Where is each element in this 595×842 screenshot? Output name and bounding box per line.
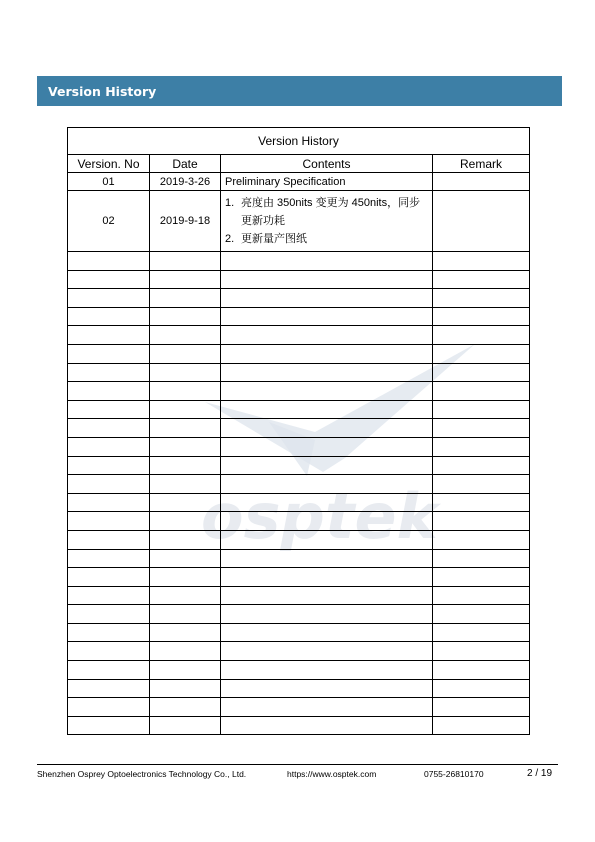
empty-cell bbox=[433, 623, 530, 642]
empty-cell bbox=[433, 493, 530, 512]
empty-cell bbox=[150, 475, 221, 494]
empty-cell bbox=[433, 419, 530, 438]
table-row bbox=[68, 549, 530, 568]
column-header-contents: Contents bbox=[221, 155, 433, 173]
empty-cell bbox=[68, 661, 150, 680]
empty-cell bbox=[433, 307, 530, 326]
watermark-text: osptek bbox=[201, 480, 438, 553]
list-item bbox=[225, 230, 430, 248]
empty-cell bbox=[221, 382, 433, 401]
table-row bbox=[68, 512, 530, 531]
empty-cell bbox=[221, 307, 433, 326]
empty-cell bbox=[150, 530, 221, 549]
empty-cell bbox=[221, 344, 433, 363]
table-row bbox=[68, 679, 530, 698]
table-row bbox=[68, 382, 530, 401]
empty-cell bbox=[433, 456, 530, 475]
table-row bbox=[68, 252, 530, 271]
empty-cell bbox=[150, 419, 221, 438]
empty-cell bbox=[150, 698, 221, 717]
empty-cell bbox=[68, 642, 150, 661]
empty-cell bbox=[433, 363, 530, 382]
empty-cell bbox=[433, 661, 530, 680]
section-header bbox=[37, 76, 562, 106]
empty-cell bbox=[150, 568, 221, 587]
empty-cell bbox=[221, 679, 433, 698]
table-row bbox=[68, 270, 530, 289]
empty-cell bbox=[433, 642, 530, 661]
empty-cell bbox=[433, 549, 530, 568]
empty-cell bbox=[433, 344, 530, 363]
empty-cell bbox=[150, 586, 221, 605]
empty-cell bbox=[150, 661, 221, 680]
empty-cell bbox=[150, 326, 221, 345]
empty-cell bbox=[68, 382, 150, 401]
table-row bbox=[68, 605, 530, 624]
empty-cell bbox=[221, 698, 433, 717]
empty-cell bbox=[150, 549, 221, 568]
empty-cell bbox=[433, 568, 530, 587]
empty-cell bbox=[221, 623, 433, 642]
empty-cell bbox=[433, 270, 530, 289]
empty-cell bbox=[150, 456, 221, 475]
empty-cell bbox=[433, 530, 530, 549]
empty-cell bbox=[221, 586, 433, 605]
empty-cell bbox=[150, 716, 221, 735]
table-row bbox=[68, 400, 530, 419]
empty-cell bbox=[221, 270, 433, 289]
date-cell: 2019-3-26 bbox=[150, 173, 221, 191]
empty-cell bbox=[433, 605, 530, 624]
empty-cell bbox=[150, 679, 221, 698]
contents-cell bbox=[221, 191, 433, 252]
empty-cell bbox=[150, 400, 221, 419]
table-row bbox=[68, 326, 530, 345]
empty-cell bbox=[433, 475, 530, 494]
empty-cell bbox=[150, 270, 221, 289]
table-row bbox=[68, 289, 530, 308]
remark-cell bbox=[433, 191, 530, 252]
empty-cell bbox=[433, 698, 530, 717]
empty-cell bbox=[221, 252, 433, 271]
table-row bbox=[68, 173, 530, 191]
empty-cell bbox=[221, 661, 433, 680]
version-cell: 01 bbox=[68, 173, 150, 191]
column-header-version: Version. No bbox=[68, 155, 150, 173]
empty-cell bbox=[150, 307, 221, 326]
table-row bbox=[68, 661, 530, 680]
empty-cell bbox=[221, 363, 433, 382]
empty-cell bbox=[150, 344, 221, 363]
empty-cell bbox=[433, 586, 530, 605]
column-header-remark: Remark bbox=[433, 155, 530, 173]
empty-cell bbox=[68, 530, 150, 549]
version-history-table bbox=[67, 127, 530, 735]
empty-cell bbox=[68, 716, 150, 735]
empty-cell bbox=[433, 512, 530, 531]
list-item bbox=[225, 194, 430, 230]
empty-cell bbox=[221, 437, 433, 456]
remark-cell bbox=[433, 173, 530, 191]
empty-cell bbox=[221, 568, 433, 587]
empty-cell bbox=[150, 512, 221, 531]
empty-cell bbox=[68, 493, 150, 512]
empty-cell bbox=[221, 549, 433, 568]
table-row bbox=[68, 419, 530, 438]
table-row bbox=[68, 344, 530, 363]
column-header-date: Date bbox=[150, 155, 221, 173]
empty-cell bbox=[68, 586, 150, 605]
section-title: Version History bbox=[48, 83, 157, 99]
empty-cell bbox=[221, 530, 433, 549]
table-row bbox=[68, 530, 530, 549]
empty-cell bbox=[221, 326, 433, 345]
empty-cell bbox=[68, 698, 150, 717]
empty-cell bbox=[221, 642, 433, 661]
empty-cell bbox=[68, 252, 150, 271]
empty-cell bbox=[221, 475, 433, 494]
table-row bbox=[68, 456, 530, 475]
version-cell: 02 bbox=[68, 191, 150, 252]
table-row bbox=[68, 363, 530, 382]
date-cell: 2019-9-18 bbox=[150, 191, 221, 252]
empty-cell bbox=[150, 642, 221, 661]
contents-cell: Preliminary Specification bbox=[221, 173, 433, 191]
footer-company: Shenzhen Osprey Optoelectronics Technology Co., Ltd. bbox=[37, 769, 247, 779]
empty-cell bbox=[68, 475, 150, 494]
empty-cell bbox=[221, 419, 433, 438]
empty-cell bbox=[68, 419, 150, 438]
empty-cell bbox=[68, 307, 150, 326]
empty-cell bbox=[150, 382, 221, 401]
empty-cell bbox=[221, 456, 433, 475]
empty-cell bbox=[68, 568, 150, 587]
table-row bbox=[68, 437, 530, 456]
empty-cell bbox=[150, 252, 221, 271]
empty-cell bbox=[433, 252, 530, 271]
table-title: Version History bbox=[68, 128, 530, 155]
empty-cell bbox=[68, 679, 150, 698]
table-row bbox=[68, 568, 530, 587]
footer-url: https://www.osptek.com bbox=[287, 769, 377, 779]
empty-cell bbox=[221, 512, 433, 531]
empty-cell bbox=[433, 326, 530, 345]
empty-cell bbox=[68, 289, 150, 308]
empty-cell bbox=[68, 549, 150, 568]
empty-cell bbox=[433, 679, 530, 698]
empty-cell bbox=[150, 363, 221, 382]
empty-cell bbox=[221, 289, 433, 308]
empty-cell bbox=[68, 270, 150, 289]
empty-cell bbox=[221, 605, 433, 624]
footer-phone: 0755-26810170 bbox=[424, 769, 484, 779]
table-row bbox=[68, 307, 530, 326]
table-row bbox=[68, 642, 530, 661]
empty-cell bbox=[433, 400, 530, 419]
footer-page-number: 2 / 19 bbox=[527, 768, 553, 779]
table-header-row bbox=[68, 155, 530, 173]
table-row bbox=[68, 586, 530, 605]
table-row bbox=[68, 716, 530, 735]
table-row bbox=[68, 493, 530, 512]
empty-cell bbox=[68, 400, 150, 419]
empty-cell bbox=[150, 493, 221, 512]
table-row bbox=[68, 191, 530, 252]
empty-cell bbox=[433, 716, 530, 735]
empty-cell bbox=[68, 623, 150, 642]
empty-cell bbox=[150, 437, 221, 456]
empty-cell bbox=[221, 716, 433, 735]
blank-rows bbox=[68, 252, 530, 735]
list-item-number: 2. bbox=[225, 233, 235, 245]
list-item-text: 更新量产图纸 bbox=[241, 233, 307, 245]
empty-cell bbox=[150, 605, 221, 624]
table-row bbox=[68, 475, 530, 494]
contents-list bbox=[221, 191, 432, 251]
list-item-text: 亮度由 350nits 变更为 450nits，同步更新功耗 bbox=[241, 197, 421, 227]
table-row bbox=[68, 698, 530, 717]
empty-cell bbox=[68, 456, 150, 475]
empty-cell bbox=[221, 400, 433, 419]
empty-cell bbox=[433, 437, 530, 456]
footer-divider bbox=[37, 764, 558, 765]
empty-cell bbox=[433, 382, 530, 401]
empty-cell bbox=[150, 623, 221, 642]
empty-cell bbox=[68, 437, 150, 456]
empty-cell bbox=[433, 289, 530, 308]
empty-cell bbox=[221, 493, 433, 512]
empty-cell bbox=[150, 289, 221, 308]
list-item-number: 1. bbox=[225, 197, 235, 209]
empty-cell bbox=[68, 363, 150, 382]
empty-cell bbox=[68, 326, 150, 345]
empty-cell bbox=[68, 605, 150, 624]
empty-cell bbox=[68, 512, 150, 531]
empty-cell bbox=[68, 344, 150, 363]
table-row bbox=[68, 623, 530, 642]
